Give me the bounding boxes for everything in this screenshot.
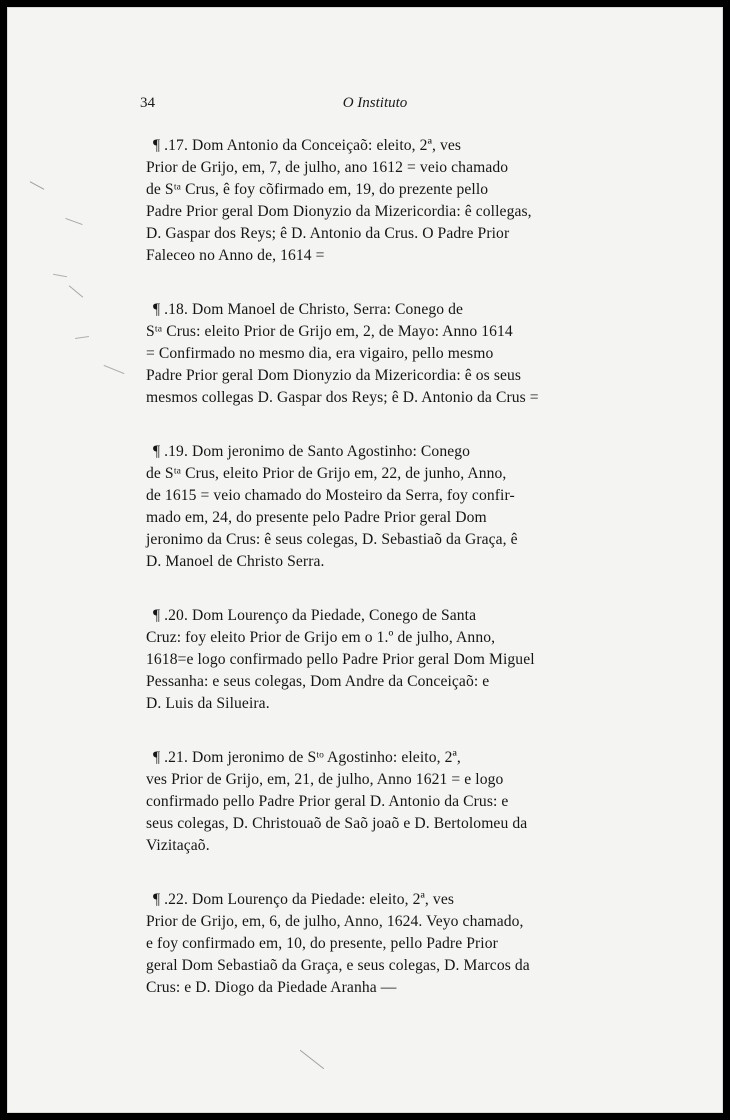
entry-line: D. Gaspar dos Reys; ê D. Antonio da Crus. O Padre Prior (146, 225, 510, 242)
entry-paragraph (146, 135, 621, 267)
entry-line: Padre Prior geral Dom Dionyzio da Mizericordia: ê collegas, (146, 203, 532, 220)
entry-line: Sᵗᵃ Crus: eleito Prior de Grijo em, 2, de Mayo: Anno 1614 (146, 323, 513, 340)
entry-line: de Sᵗᵃ Crus, ê foy cõfirmado em, 19, do prezente pello (146, 181, 489, 198)
entry-line: D. Luis da Silueira. (146, 695, 270, 712)
entry-line: ves Prior de Grijo, em, 21, de julho, Anno 1621 = e logo (146, 771, 504, 788)
entry-line: ¶ .22. Dom Lourenço da Piedade: eleito, 2ª, ves (153, 891, 455, 908)
scan-mark (75, 336, 89, 339)
scan-mark (30, 181, 45, 189)
entry-paragraph (146, 747, 621, 857)
entry-line: Crus: e D. Diogo da Piedade Aranha — (146, 979, 397, 996)
entry-line: Pessanha: e seus colegas, Dom Andre da Conceiçaõ: e (146, 673, 490, 690)
entry-paragraph (146, 299, 621, 409)
entry-line: confirmado pello Padre Prior geral D. Antonio da Crus: e (146, 793, 509, 810)
entry-line: jeronimo da Crus: ê seus colegas, D. Sebastiaõ da Graça, ê (146, 531, 518, 548)
entry-paragraph (146, 441, 621, 573)
entry-line: de 1615 = veio chamado do Mosteiro da Serra, foy confir- (146, 487, 515, 504)
entry-paragraph (146, 889, 621, 999)
entries-list (146, 135, 621, 1031)
document-page (7, 7, 723, 1113)
scan-mark (65, 218, 82, 225)
scan-mark (53, 274, 67, 277)
scan-mark (300, 1050, 324, 1069)
entry-line: Cruz: foy eleito Prior de Grijo em o 1.º de julho, Anno, (146, 629, 496, 646)
entry-line: geral Dom Sebastiaõ da Graça, e seus colegas, D. Marcos da (146, 957, 530, 974)
scan-mark (69, 285, 83, 297)
running-title: O Instituto (342, 95, 408, 111)
entry-line: D. Manoel de Christo Serra. (146, 553, 325, 570)
entry-line: seus colegas, D. Christouaõ de Saõ joaõ e D. Bertolomeu da (146, 815, 528, 832)
entry-line: Padre Prior geral Dom Dionyzio da Mizericordia: ê os seus (146, 367, 522, 384)
entry-line: Prior de Grijo, em, 6, de julho, Anno, 1624. Veyo chamado, (146, 913, 524, 930)
entry-line: 1618=e logo confirmado pello Padre Prior geral Dom Miguel (146, 651, 535, 668)
entry-line: ¶ .20. Dom Lourenço da Piedade, Conego de Santa (153, 607, 477, 624)
entry-line: de Sᵗᵃ Crus, eleito Prior de Grijo em, 22, de junho, Anno, (146, 465, 507, 482)
entry-line: Vizitaçaõ. (146, 837, 210, 854)
entry-paragraph (146, 605, 621, 715)
entry-line: ¶ .18. Dom Manoel de Christo, Serra: Conego de (153, 301, 464, 318)
entry-line: ¶ .19. Dom jeronimo de Santo Agostinho: Conego (153, 443, 471, 460)
page-header (140, 95, 610, 117)
entry-line: mesmos collegas D. Gaspar dos Reys; ê D. Antonio da Crus = (146, 389, 539, 406)
entry-line: ¶ .17. Dom Antonio da Conceiçaõ: eleito, 2ª, ves (153, 137, 462, 154)
entry-line: Prior de Grijo, em, 7, de julho, ano 1612 = veio chamado (146, 159, 509, 176)
entry-line: = Confirmado no mesmo dia, era vigairo, pello mesmo (146, 345, 494, 362)
entry-line: Faleceo no Anno de, 1614 = (146, 247, 325, 264)
entry-line: ¶ .21. Dom jeronimo de Sᵗᵒ Agostinho: eleito, 2ª, (153, 749, 461, 766)
entry-line: e foy confirmado em, 10, do presente, pello Padre Prior (146, 935, 498, 952)
page-number: 34 (140, 95, 155, 111)
entry-line: mado em, 24, do presente pelo Padre Prior geral Dom (146, 509, 487, 526)
scan-mark (104, 365, 125, 374)
